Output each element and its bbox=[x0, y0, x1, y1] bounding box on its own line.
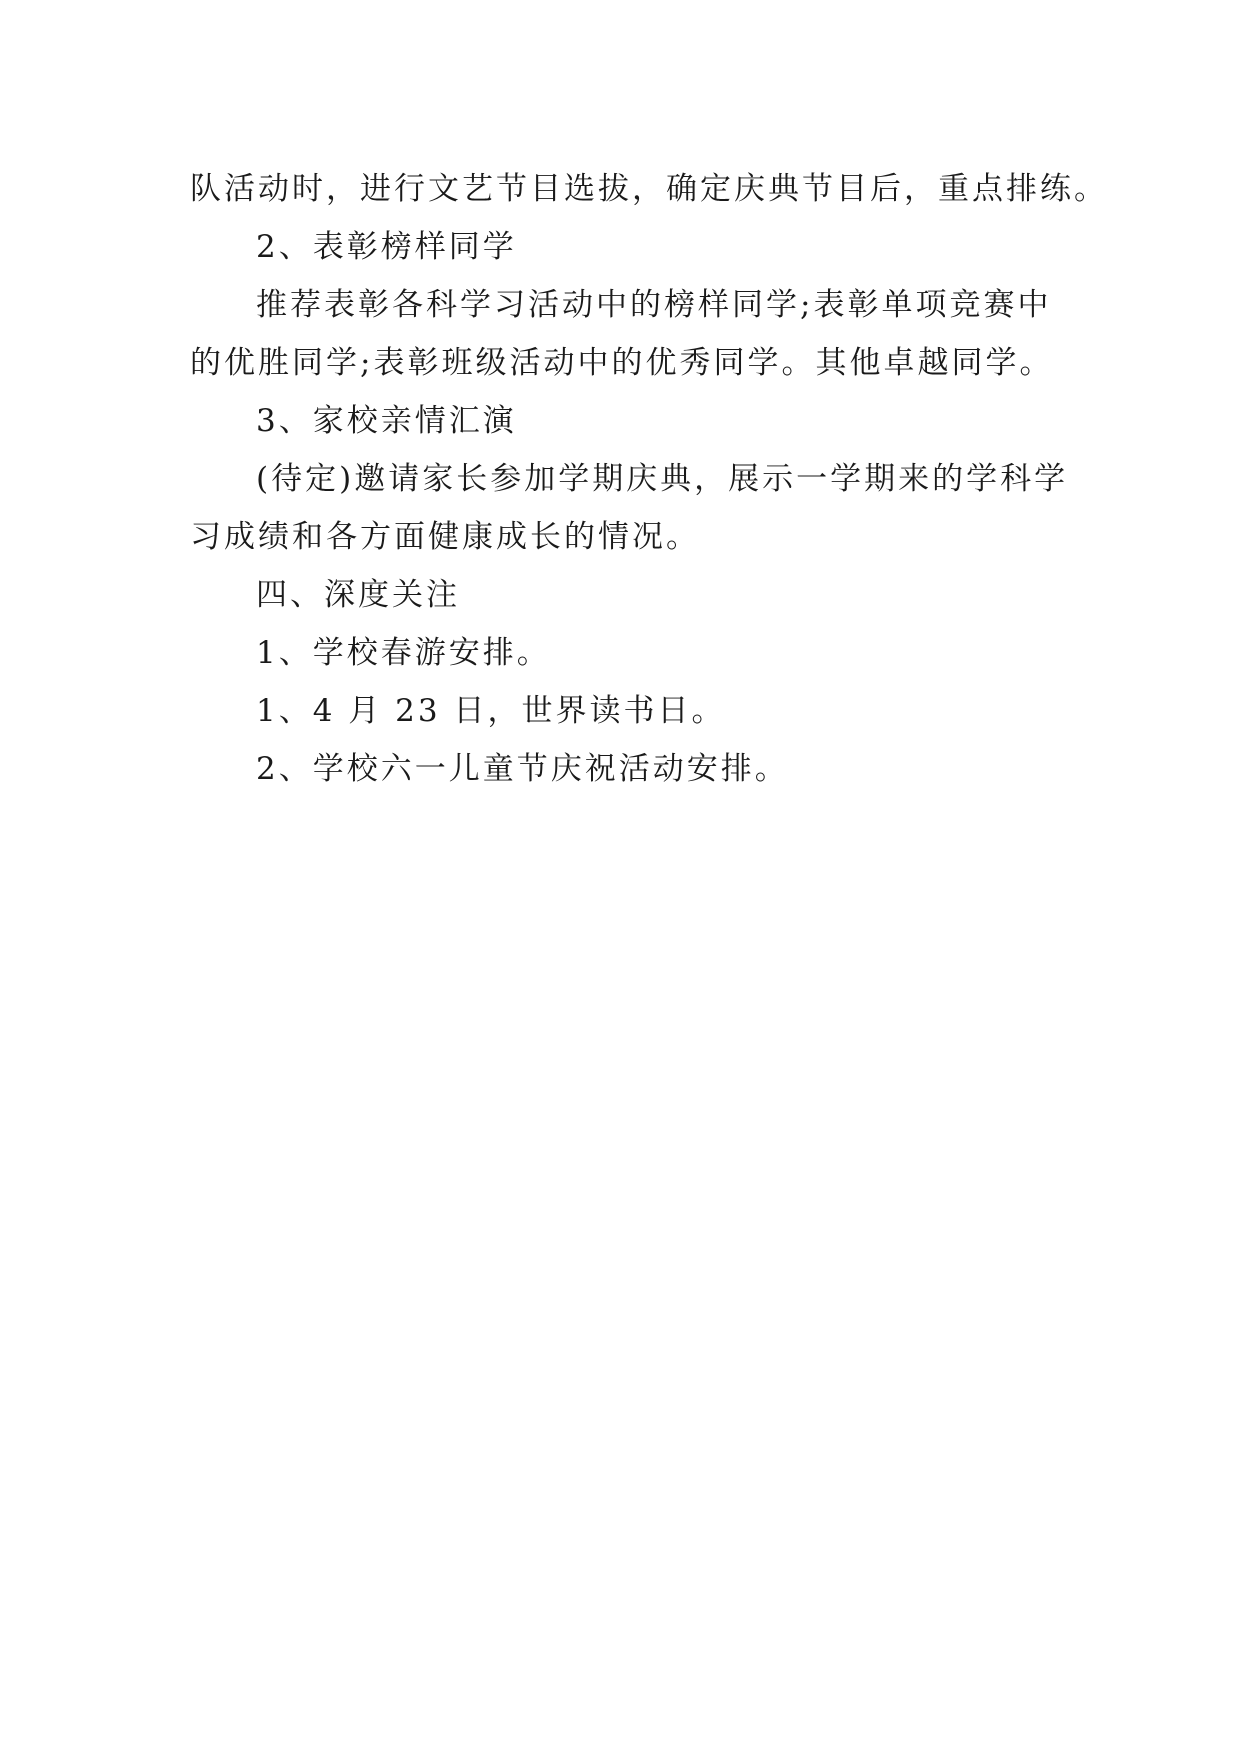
section-heading-family-performance: 3、家校亲情汇演 bbox=[256, 403, 517, 439]
paragraph-line: 习成绩和各方面健康成长的情况。 bbox=[190, 519, 700, 555]
paragraph-line: 推荐表彰各科学习活动中的榜样同学;表彰单项竞赛中 bbox=[256, 287, 1052, 323]
section-heading-focus: 四、深度关注 bbox=[256, 577, 460, 613]
list-item: 2、学校六一儿童节庆祝活动安排。 bbox=[256, 751, 789, 787]
list-item: 1、4 月 23 日，世界读书日。 bbox=[256, 693, 726, 729]
paragraph-line: (待定)邀请家长参加学期庆典，展示一学期来的学科学 bbox=[256, 461, 1069, 497]
paragraph-line: 的优胜同学;表彰班级活动中的优秀同学。其他卓越同学。 bbox=[190, 345, 1054, 381]
section-heading-commend-role-models: 2、表彰榜样同学 bbox=[256, 229, 517, 265]
paragraph-continuation: 队活动时，进行文艺节目选拔，确定庆典节目后，重点排练。 bbox=[190, 171, 1108, 207]
document-body bbox=[190, 160, 1108, 798]
list-item: 1、学校春游安排。 bbox=[256, 635, 551, 671]
